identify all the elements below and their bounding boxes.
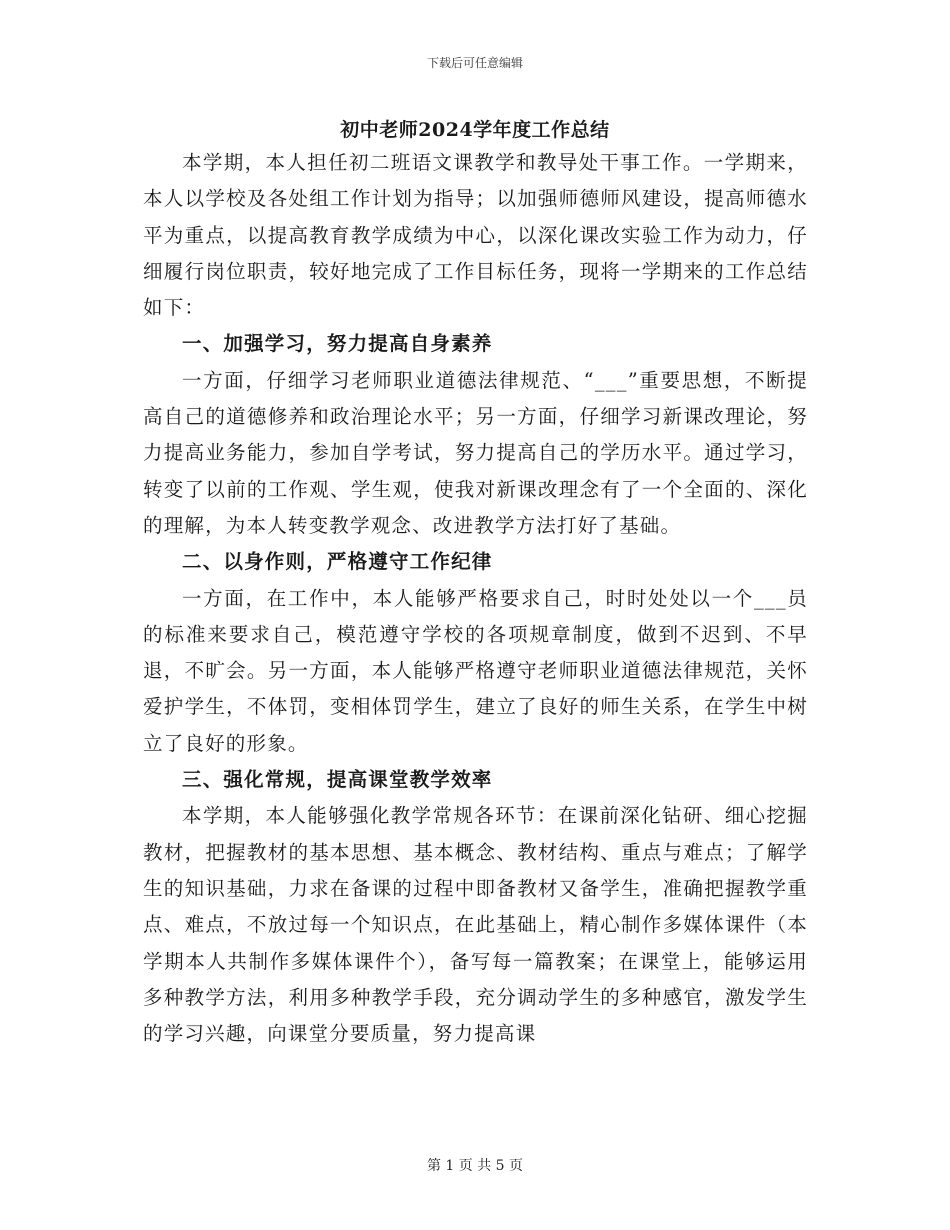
document-title: 初中老师2024学年度工作总结 (340, 119, 610, 141)
section-paragraph-3: 本学期，本人能够强化教学常规各环节：在课前深化钻研、细心挖掘教材，把握教材的基本思想、基本概念、教材结构、重点与难点；了解学生的知识基础，力求在备课的过程中即备教材又备学生，准确把握教学重点、难点，不放过每一个知识点，在此基础上，精心制作多媒体课件（本学期本人共制作多媒体课件个），备写每一篇教案；在课堂上，能够运用多种教学方法，利用多种教学手段，充分调动学生的多种感官，激发学生的学习兴趣，向课堂分要质量，努力提高课 (143, 804, 808, 1046)
header-note: 下载后可任意编辑 (426, 56, 523, 70)
section-heading-2: 二、以身作则，严格遵守工作纪律 (182, 550, 493, 574)
document-body (143, 145, 808, 1052)
section-paragraph-2: 一方面，在工作中，本人能够严格要求自己，时时处处以一个___员的标准来要求自己，模范遵守学校的各项规章制度，做到不迟到、不早退，不旷会。另一方面，本人能够严格遵守老师职业道德法律规范，关怀爱护学生，不体罚，变相体罚学生，建立了良好的师生关系，在学生中树立了良好的形象。 (143, 586, 808, 755)
section-heading-3: 三、强化常规，提高课堂教学效率 (182, 768, 493, 792)
section-paragraph-1: 一方面，仔细学习老师职业道德法律规范、“___”重要思想，不断提高自己的道德修养和政治理论水平；另一方面，仔细学习新课改理论，努力提高业务能力，参加自学考试，努力提高自己的学历水平。通过学习，转变了以前的工作观、学生观，使我对新课改理念有了一个全面的、深化的理解，为本人转变教学观念、改进教学方法打好了基础。 (143, 368, 808, 537)
intro-paragraph: 本学期，本人担任初二班语文课教学和教导处干事工作。一学期来，本人以学校及各处组工作计划为指导；以加强师德师风建设，提高师德水平为重点，以提高教育教学成绩为中心，以深化课改实验工作为动力，仔细履行岗位职责，较好地完成了工作目标任务，现将一学期来的工作总结如下： (143, 151, 808, 320)
section-heading-1: 一、加强学习，努力提高自身素养 (182, 332, 493, 356)
page-number-footer: 第 1 页 共 5 页 (426, 1158, 524, 1174)
